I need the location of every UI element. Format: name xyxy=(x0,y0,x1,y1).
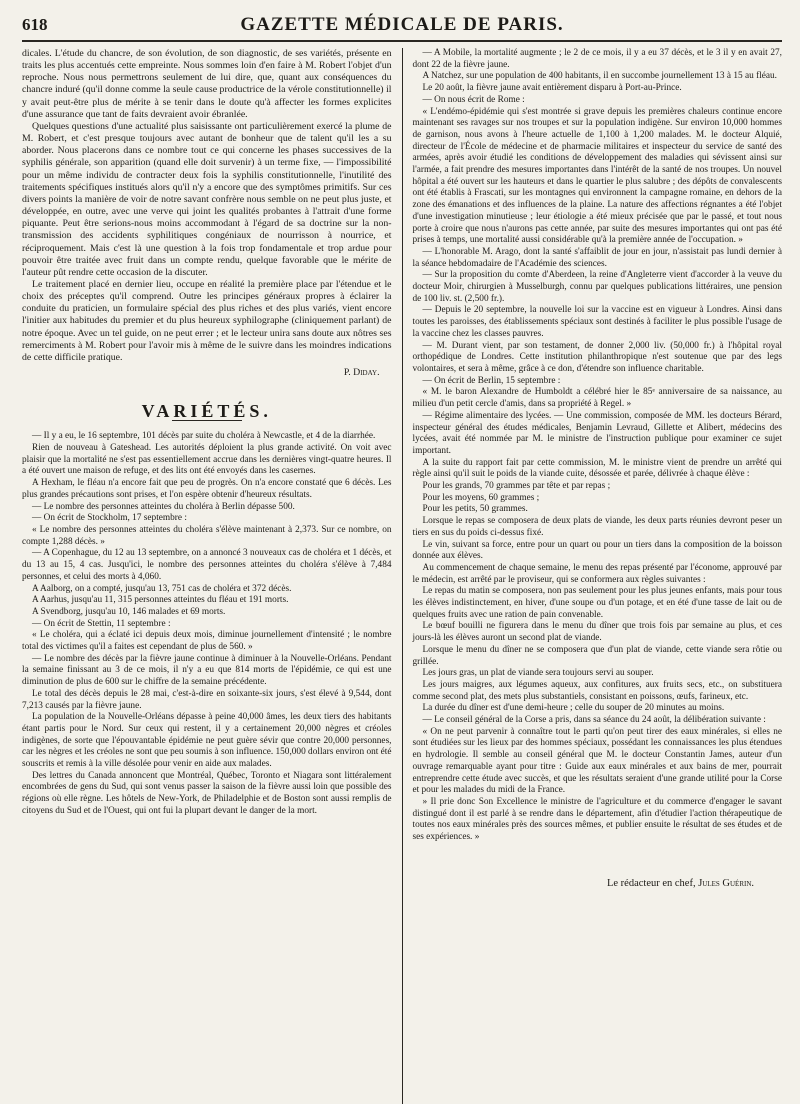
news-item: — Le nombre des personnes atteintes du choléra à Berlin dépasse 500. xyxy=(32,501,295,512)
review-paragraph: Quelques questions d'une actualité plus saisissante ont particulièrement exercé la plume de M. Robert, et c'est presque toujours avec autant de bonheur que de talent qu'il les a su aborder. Nous placerons dans ce nombre tout ce qui concerne les phases successives de la syphilis générale, son apparition (quand elle doit survenir) à un terme fixe, — l'impossibilité pour un même individu de contracter deux fois la syphilis constitutionnelle, l'inutilité des traitements spécifiques institués alors qu'il n'y a encore que des symptômes primitifs. Sur ces divers points la manière de voir de notre savant confrère nous semble on ne peut plus juste, et développée, en outre, avec une verve qui joint les qualités probantes à l'attrait d'une forme piquante. Peut être serions-nous moins accommodant à l'égard de sa doctrine sur la non-transmission des accidents syphilitiques congéniaux de nourrisson à nourrice, et réciproquement. Mais c'est là une question à la fois trop fondamentale et trop ardue pour pouvoir être traitée avec fruit dans un compte rendu, quelque favorable que le mérite de l'auteur pût rendre cette occasion de la discuter. xyxy=(22,120,392,278)
news-item: La durée du dîner est d'une demi-heure ; celle du souper de 20 minutes au moins. xyxy=(422,703,725,714)
news-item: « M. le baron Alexandre de Humboldt a célébré hier le 85ᵉ anniversaire de sa naissance, au milieu d'un petit cercle d'amis, dans sa propriété à Regel. » xyxy=(412,387,783,410)
section-title: VARIÉTÉS. xyxy=(141,401,272,422)
news-item: Pour les petits, 50 grammes. xyxy=(422,504,528,515)
review-paragraph: Le traitement placé en dernier lieu, occupe en réalité la première place par l'étendue et le choix des préceptes qu'il comprend. Outre les principes généraux propres à éclairer la conduite du praticien, un formulaire spécial des plus riches et des plus variés, vient encore l'initier aux habitudes du premier et du plus heureux syphilographe (cliniquement parlant) de notre époque. Avec un tel guide, on ne peut errer ; et le lecteur unira sans doute aux nôtres ses remerciments à M. Robert pour l'avoir mis à même de le suivre dans les moindres indications de cette difficile pratique. xyxy=(22,278,392,363)
review-signature: P. Diday. xyxy=(343,367,380,379)
review-paragraph: dicales. L'étude du chancre, de son évolution, de son diagnostic, de ses variétés, présente en traits les plus accentués cette empreinte. Nous sommes loin d'en faire à M. Robert l'objet d'un reproche. Nous nous permettrons seulement de lui dire, que, quant aux conséquences du chancre induré (qu'il donne comme la seule cause productrice de la vérole constitutionnelle) il y avait peut-être plus de mérite à se tenir dans le doute qu'à affecter les formes explicites d'une assurance que tant de faits devraient avoir ébranlée. xyxy=(22,48,392,120)
news-item: A Aalborg, on a compté, jusqu'au 13, 751 cas de choléra et 372 décès. xyxy=(32,583,292,594)
columns xyxy=(22,48,782,1104)
page-header xyxy=(22,14,782,42)
news-item: A Svendborg, jusqu'au 10, 146 malades et 69 morts. xyxy=(32,606,226,617)
news-item: — On écrit de Berlin, 15 septembre : xyxy=(422,375,561,386)
news-item: Des lettres du Canada annoncent que Montréal, Québec, Toronto et Niagara sont littéralement encombrées de gens du Sud, qui sont venus passer la saison de la fièvre aussi loin que possible des régions où elle règne. Les hôtels de New-York, de Philadelphie et de Boston sont aussi remplis de citoyens du Sud et de l'Ouest, qui ont fui la plupart devant le danger de la mort. xyxy=(22,770,392,816)
right-column xyxy=(405,48,783,1104)
news-item: A Hexham, le fléau n'a encore fait que peu de progrès. On n'a encore constaté que 6 décès. Les plus grandes précautions sont prises, et l'on espère obtenir d'heureux résultats. xyxy=(22,478,392,500)
news-item: Le bœuf bouilli ne figurera dans le menu du dîner que trois fois par semaine au plus, et ces jours-là les élèves auront un second plat de viande. xyxy=(412,621,783,644)
news-item: « Le nombre des personnes atteintes du choléra s'élève maintenant à 2,373. Sur ce nombre, on compte 1,288 décès. » xyxy=(22,525,392,547)
news-item: La population de la Nouvelle-Orléans dépasse à peine 40,000 âmes, les deux tiers des habitants étant partis pour le Nord. Sur ceux qui restent, il y a certainement 20,000 nègres et créoles indigènes, de sorte que l'épouvantable épidémie ne peut guère sévir que contre 20,000 personnes, car les nègres et les créoles ne sont que peu soumis à son influence. 150,000 dollars environ ont été souscrits et remis à la ville désolée pour venir en aide aux malades. xyxy=(22,712,392,770)
news-item: A Natchez, sur une population de 400 habitants, il en succombe journellement 13 à 15 au fléau. xyxy=(422,71,777,82)
news-item: — Il y a eu, le 16 septembre, 101 décès par suite du choléra à Newcastle, et 4 de la diarrhée. xyxy=(32,431,376,442)
page-number: 618 xyxy=(22,15,48,34)
news-item: — M. Durant vient, par son testament, de donner 2,000 liv. (50,000 fr.) à l'hôpital royal orthopédique de Londres. Cette institution philanthropique n'est soutenue que par des legs volontaires, et sera à même, grâce à ce don, d'étendre son influence charitable. xyxy=(412,340,783,374)
news-item: Rien de nouveau à Gateshead. Les autorités déploient la plus grande activité. On voit avec plaisir que la mortalité ne s'est pas essentiellement accrue dans les dernières vingt-quatre heures. Il a été ouvert une maison de refuge, et des lits ont été envoyés dans les casernes. xyxy=(22,443,392,477)
news-item: Lorsque le repas se composera de deux plats de viande, les deux parts réunies devront peser un tiers en sus du poids ci-dessus fixé. xyxy=(412,516,783,538)
news-item: A la suite du rapport fait par cette commission, M. le ministre vient de prendre un arrêté qui règle ainsi qu'il suit le poids de la viande cuite, désossée et parée, délivrée à chaque élève : xyxy=(412,457,783,480)
news-item: — On écrit de Stettin, 11 septembre : xyxy=(32,618,171,629)
news-item: Le total des décès depuis le 28 mai, c'est-à-dire en soixante-six jours, s'est élevé à 9,544, dont 7,213 causés par la fièvre jaune. xyxy=(22,688,392,711)
news-item: « Le choléra, qui a éclaté ici depuis deux mois, diminue journellement d'intensité ; le nombre total des victimes qu'il a faites est cependant de plus de 560. » xyxy=(22,630,392,653)
news-item: Le 20 août, la fièvre jaune avait entièrement disparu à Port-au-Prince. xyxy=(422,83,682,94)
news-item: Les jours gras, un plat de viande sera toujours servi au souper. xyxy=(422,668,654,679)
news-item: Le repas du matin se composera, non pas seulement pour les plus jeunes enfants, mais pour tous les élèves indistinctement, en hiver, d'une soupe ou d'un potage, et en été d'une tasse de lait ou de quelques fruits avec une ration de pain convenable. xyxy=(412,586,783,620)
column-rule xyxy=(402,48,403,1104)
news-item: » Il prie donc Son Excellence le ministre de l'agriculture et du commerce d'engager le savant distingué dont il est parlé à se rendre dans le département, afin d'étudier l'action thérapeutique de toutes nos eaux minérales près des sources mêmes, et publier ensuite le résultat de ses études et de ses expériences. » xyxy=(412,797,783,843)
news-item: — A Mobile, la mortalité augmente ; le 2 de ce mois, il y a eu 37 décès, et le 3 il y en avait 27, dont 22 de la fièvre jaune. xyxy=(412,48,783,70)
news-item: — Le conseil général de la Corse a pris, dans sa séance du 24 août, la délibération suivante : xyxy=(422,715,766,726)
news-item: Pour les moyens, 60 grammes ; xyxy=(422,492,540,503)
news-item: — Régime alimentaire des lycées. — Une commission, composée de MM. les docteurs Bérard, inspecteur général des études médicales, Benjamin Levraud, Gillette et Alibert, médecins des lycées, avait été nommée par M. le ministre de l'instruction publique pour examiner ce sujet important. xyxy=(412,410,783,456)
news-item: — Le nombre des décès par la fièvre jaune continue à diminuer à la Nouvelle-Orléans. Pendant la semaine finissant au 3 de ce mois, il n'y a eu que 814 morts de l'épidémie, ce qui est une diminution de plus de 600 sur le chiffre de la semaine précédente. xyxy=(22,653,392,688)
news-item: « On ne peut parvenir à connaître tout le parti qu'on peut tirer des eaux minérales, si elles ne sont étudiées sur les lieux par des hommes spéciaux, possédant les connaissances les plus étendues en hydrologie. Il semble au conseil général que M. le docteur Constantin James, auteur d'un ouvrage remarquable ayant pour titre : Guide aux eaux minérales et aux bains de mer, pourrait entreprendre cette étude avec succès, et que les résultats seraient d'une grande utilité pour la Corse et pour les malades du midi de la France. xyxy=(412,726,783,796)
news-item: Le vin, suivant sa force, entre pour un quart ou pour un tiers dans la composition de la boisson donnée aux élèves. xyxy=(412,539,783,562)
news-item: Pour les grands, 70 grammes par tête et par repas ; xyxy=(422,481,611,492)
news-item: A Aarhus, jusqu'au 11, 315 personnes atteintes du fléau et 191 morts. xyxy=(32,595,289,606)
left-column xyxy=(22,48,400,1104)
news-item: Lorsque le menu du dîner ne se composera que d'un plat de viande, cette viande sera rôtie ou grillée. xyxy=(412,644,783,667)
news-item: — On écrit de Stockholm, 17 septembre : xyxy=(32,513,187,524)
news-item: — Sur la proposition du comte d'Aberdeen, la reine d'Angleterre vient d'accorder à la veuve du docteur Moir, chirurgien à Musselburgh, connu par quelques publications littéraires, une pension de 100 liv. st. (2,500 fr.). xyxy=(412,270,783,304)
editor-signature xyxy=(413,878,755,890)
news-item: « L'endémo-épidémie qui s'est montrée si grave depuis les premières chaleurs continue encore maintenant ses ravages sur nos troupes et sur la population indigène. Sur environ 10,000 hommes de garnison, nous avons à l'heure actuelle de 1,100 à 1,200 malades. M. le docteur Alquié, directeur de l'École de médecine et de pharmacie militaires et inspecteur du service de santé des armées, après avoir étudié les conditions de développement des maladies qui sévissent ainsi sur l'armée, a fait prendre des mesures importantes dans l'intérêt de la santé de nos troupes. Un nouvel hôpital a été ouvert sur les hauteurs et dans le quartier le plus salubre ; des dépôts de convalescents ont été établis à Frascati, sur les montagnes qui environnent la campagne romaine, en dehors de la zone des émanations et des influences de la plaine. La nature des affections régnantes a été l'objet d'une investigation minutieuse ; leur étiologie a été mieux précisée que par le passé, et tout nous porte à croire que nous n'aurons pas cette année, par suite des mesures importantes qui ont pas été prises à temps, une mortalité aussi considérable qu'à la première année de l'occupation. » xyxy=(412,106,783,246)
editor-name: Jules Guérin. xyxy=(698,877,755,889)
news-item: — On nous écrit de Rome : xyxy=(422,94,525,105)
varietes-news xyxy=(22,431,392,817)
journal-title: GAZETTE MÉDICALE DE PARIS. xyxy=(240,14,564,35)
news-item: Les jours maigres, aux légumes aqueux, aux confitures, aux fruits secs, etc., on substituera comme second plat, des mets plus substantiels, consistant en poissons, œufs, farineux, etc. xyxy=(412,679,783,702)
news-item: — A Copenhague, du 12 au 13 septembre, on a annoncé 3 nouveaux cas de choléra et 1 décès, et du 13 au 15, 4 cas. Jusqu'ici, le nombre des personnes atteintes du choléra s'élève à 7,484 personnes, et celui des morts à 4,060. xyxy=(22,548,392,582)
news-item: Au commencement de chaque semaine, le menu des repas présenté par l'économe, approuvé par le médecin, est arrêté par le proviseur, qui se conformera aux règles suivantes : xyxy=(412,562,783,585)
news-item: — Depuis le 20 septembre, la nouvelle loi sur la vaccine est en vigueur à Londres. Ainsi dans toutes les paroisses, des établissements spéciaux sont destinés à faciliter le plus possible l'usage de la vaccine chez les classes pauvres. xyxy=(412,305,783,339)
editor-prefix: Le rédacteur en chef, xyxy=(606,877,696,889)
news-item: — L'honorable M. Arago, dont la santé s'affaiblit de jour en jour, n'assistait pas lundi dernier à la séance hebdomadaire de l'Académie des sciences. xyxy=(412,246,783,269)
